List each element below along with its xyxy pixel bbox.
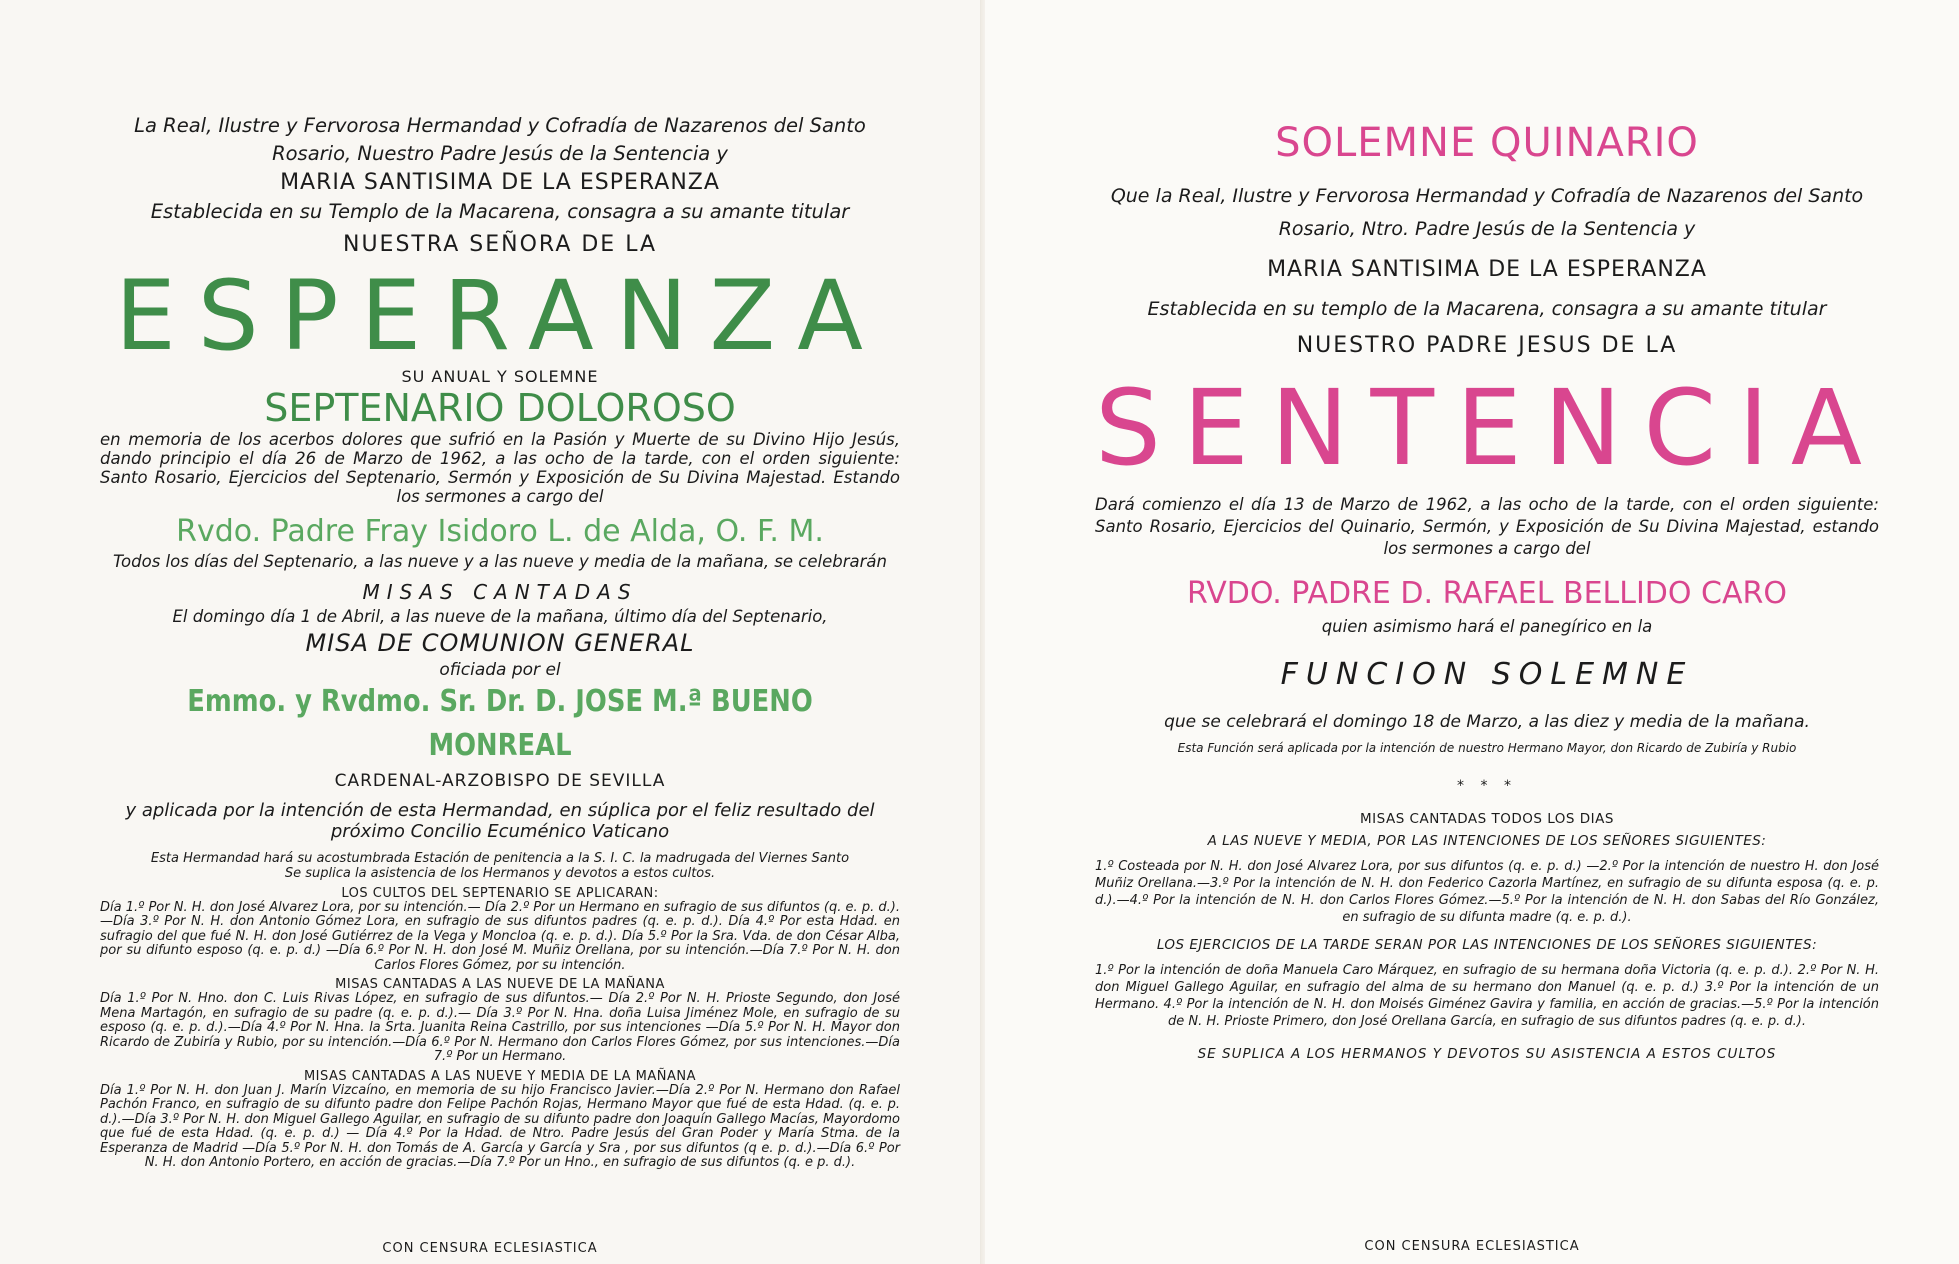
left-nuestra-senora: NUESTRA SEÑORA DE LA — [342, 232, 658, 257]
left-memoria-text: en memoria de los acerbos dolores que sufrió en la Pasión y Muerte de su Divino Hijo Jesús, dando principio el día 26 de Marzo de 1962, a las ocho de la tarde, con el orden siguiente: Santo Rosario, Ejercicios del Septenario, Sermón y Exposición de Su Divina Majestad. Estando los sermones a cargo del — [100, 430, 900, 506]
right-ejercicios-title: LOS EJERCICIOS DE LA TARDE SERAN POR LAS INTENCIONES DE LOS SEÑORES SIGUIENTES: — [1156, 937, 1818, 953]
esperanza-heading: ESPERANZA — [115, 260, 885, 372]
left-anual: SU ANUAL Y SOLEMNE — [401, 367, 599, 386]
right-suplica: SE SUPLICA A LOS HERMANOS Y DEVOTOS SU ASISTENCIA A ESTOS CULTOS — [1197, 1046, 1777, 1062]
left-media-title: MISAS CANTADAS A LAS NUEVE Y MEDIA DE LA MAÑANA — [303, 1068, 697, 1084]
left-aplicada-text: y aplicada por la intención de esta Hermandad, en súplica por el feliz resultado del próximo Concilio Ecuménico Vaticano — [125, 800, 875, 842]
left-estacion-note: Esta Hermandad hará su acostumbrada Estación de penitencia a la S. I. C. la madrugada del Viernes Santo — [150, 851, 850, 866]
solemne-quinario-heading: SOLEMNE QUINARIO — [1275, 120, 1699, 166]
left-domingo-text: El domingo día 1 de Abril, a las nueve de la mañana, último día del Septenario, — [172, 607, 828, 626]
right-nuestro-padre: NUESTRO PADRE JESUS DE LA — [1296, 333, 1678, 358]
right-stars-divider: * * * — [1457, 778, 1517, 794]
left-established: Establecida en su Templo de la Macarena, consagra a su amante titular — [150, 200, 850, 223]
left-media-text: Día 1.º Por N. H. don Juan J. Marín Vizcaíno, en memoria de su hijo Francisco Javier.—Día 2.º Por N. Hermano don Rafael Pachón Franco, en sufragio de su difunto padre don Felipe Pachón Rojas, Hermano Mayor que fué de esta Hdad. (q. e. p. d.).—Día 3.º Por N. H. don Miguel Gallego Aguilar, en sufragio de su difunto padre don Joaquín Gallego Macías, Mayordomo que fué de esta Hdad. (q. e. p. d.) — Día 4.º Por la Hdad. de Ntro. Padre Jesús del Gran Poder y María Stma. de la Esperanza de Madrid —Día 5.º Por N. H. don Tomás de A. García y García y Sra , por sus difuntos (q e. p. d.).—Día 6.º Por N. H. don Antonio Portero, en acción de gracias.—Día 7.º Por un Hno., en sufragio de sus difuntos (q. e p. d.). — [100, 1082, 900, 1170]
left-maria-title: MARIA SANTISIMA DE LA ESPERANZA — [280, 170, 720, 195]
septenario-heading: SEPTENARIO DOLOROSO — [264, 386, 736, 430]
left-cardenal-title: CARDENAL-ARZOBISPO DE SEVILLA — [334, 771, 666, 791]
left-suplica-note: Se suplica la asistencia de los Hermanos y devotos a estos cultos. — [284, 866, 716, 881]
right-misas-title-2: A LAS NUEVE Y MEDIA, POR LAS INTENCIONES DE LOS SEÑORES SIGUIENTES: — [1207, 833, 1767, 849]
right-dara-text: Dará comienzo el día 13 de Marzo de 1962, a las ocho de la tarde, con el orden siguiente: Santo Rosario, Ejercicios del Quinario, Sermón, y Exposición de Su Divina Majestad, estando los sermones a cargo del — [1095, 495, 1879, 558]
left-preacher: Rvdo. Padre Fray Isidoro L. de Alda, O. F. M. — [176, 514, 824, 549]
right-misas-text: 1.º Costeada por N. H. don José Alvarez Lora, por sus difuntos (q. e. p. d.) —2.º Por la intención de nuestro H. don José Muñiz Orellana.—3.º Por la intención de N. H. don Federico Cazorla Martínez, en sufragio de su difunta esposa (q. e. p. d.).—4.º Por la intención de N. H. don Carlos Flores Gómez.—5.º Por la intención de N. H. don Sabas del Río González, en sufragio de su difunta madre (q. e. p. d.). — [1095, 859, 1879, 925]
right-established: Establecida en su templo de la Macarena, consagra a su amante titular — [1147, 298, 1827, 320]
right-ejercicios-text: 1.º Por la intención de doña Manuela Caro Márquez, en sufragio de su hermana doña Victoria (q. e. p. d.). 2.º Por N. H. don Miguel Gallego Aguilar, en sufragio del alma de su hermano don Manuel (q. e. p. d.) 3.º Por la intención de un Hermano. 4.º Por la intención de N. H. don Moisés Giménez Gavira y familia, en acción de gracias.—5.º Por la intención de N. H. Prioste Primero, don José Orellana García, en sufragio de sus difuntos padres (q. e. p. d.). — [1095, 963, 1879, 1029]
left-nueve-title: MISAS CANTADAS A LAS NUEVE DE LA MAÑANA — [335, 977, 665, 992]
left-nueve-text: Día 1.º Por N. Hno. don C. Luis Rivas López, en sufragio de sus difuntos.— Día 2.º Por N. H. Prioste Segundo, don José Mena Martagón, en sufragio de su padre (q. e. p. d.).— Día 3.º Por N. Hna. doña Luisa Jiménez Mole, en sufragio de su esposo (q. e. p. d.).—Día 4.º Por N. Hna. la Srta. Juanita Reina Castrillo, por sus intenciones —Día 5.º Por N. H. Mayor don Ricardo de Zubiría y Rubio, por su intención.—Día 6.º Por N. Hermano don Carlos Flores Gómez, por sus intenciones.—Día 7.º Por un Hermano. — [100, 991, 900, 1064]
left-intro: La Real, Ilustre y Fervorosa Hermandad y Cofradía de Nazarenos del Santo Rosario, Nuestro Padre Jesús de la Sentencia y — [134, 114, 866, 165]
right-intro: Que la Real, Ilustre y Fervorosa Hermandad y Cofradía de Nazarenos del Santo Rosario, Ntro. Padre Jesús de la Sentencia y — [1110, 185, 1864, 240]
sentencia-heading: SENTENCIA — [1095, 367, 1884, 489]
right-page-sentencia — [985, 0, 1959, 1264]
funcion-solemne-heading: FUNCION SOLEMNE — [1280, 657, 1694, 692]
left-censura: CON CENSURA ECLESIASTICA — [382, 1241, 598, 1256]
left-misas-cantadas: MISAS CANTADAS — [362, 580, 638, 604]
right-misas-title-1: MISAS CANTADAS TODOS LOS DIAS — [1360, 811, 1614, 827]
left-cultos-title: LOS CULTOS DEL SEPTENARIO SE APLICARAN: — [341, 885, 659, 901]
right-quien-text: quien asimismo hará el panegírico en la — [1321, 617, 1653, 636]
left-cultos-text: Día 1.º Por N. H. don José Alvarez Lora, por su intención.— Día 2.º Por un Hermano en sufragio de sus difuntos (q. e. p. d.).—Día 3.º Por N. H. don Antonio Gómez Lora, en sufragio de sus difuntos padres (q. e. p. d.). Día 4.º Por esta Hdad. en sufragio del que fué N. H. don José Gutiérrez de la Vega y Moncloa (q. e. p. d.). Día 5.º Por la Sra. Vda. de don César Alba, por su difunto esposo (q. e. p. d.) —Día 6.º Por N. H. don José M. Muñiz Orellana, por su intención.—Día 7.º Por N. H. don Carlos Flores Gómez, por su intención. — [100, 899, 900, 973]
right-esta-note: Esta Función será aplicada por la intención de nuestro Hermano Mayor, don Ricardo de Zubiría y Rubio — [1177, 741, 1797, 755]
left-comunion-title: MISA DE COMUNION GENERAL — [305, 629, 695, 657]
right-que-text: que se celebrará el domingo 18 de Marzo, a las diez y media de la mañana. — [1164, 712, 1810, 732]
right-maria-title: MARIA SANTISIMA DE LA ESPERANZA — [1267, 257, 1707, 282]
left-oficiada: oficiada por el — [439, 660, 561, 680]
right-censura: CON CENSURA ECLESIASTICA — [1364, 1239, 1580, 1254]
left-cardinal-name: Emmo. y Rvdmo. Sr. Dr. D. JOSE M.ª BUENO MONREAL — [187, 684, 813, 763]
right-preacher: RVDO. PADRE D. RAFAEL BELLIDO CARO — [1187, 576, 1787, 611]
left-todos-text: Todos los días del Septenario, a las nueve y a las nueve y media de la mañana, se celebrarán — [113, 552, 887, 571]
